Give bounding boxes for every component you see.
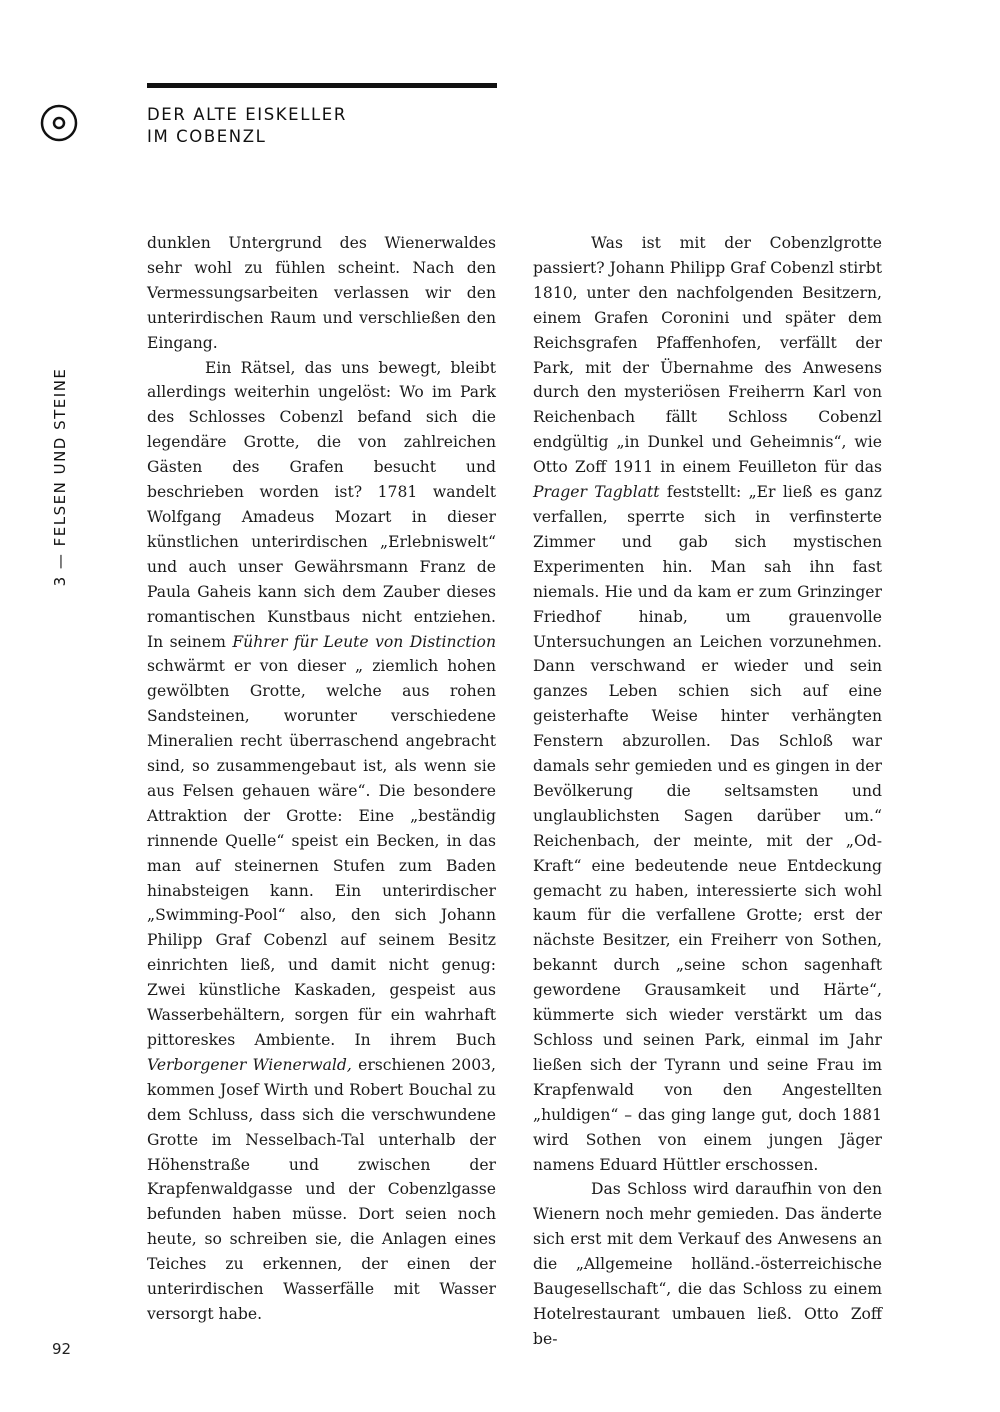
body-paragraph: [147, 231, 496, 356]
chapter-title: [147, 104, 347, 148]
chapter-side-label: 3 — FELSEN UND STEINE: [51, 367, 69, 587]
right-text-column: [533, 231, 882, 1352]
circle-target-icon: [40, 104, 78, 142]
paragraph-text: Was ist mit der Cobenzlgrotte passiert? Johann Philipp Graf Cobenzl stirbt 1810, unter den nachfolgenden Besitzern, einem Grafen Coronini und später dem Reichsgrafen Pfaffenhofen, verfällt der Park, mit der Übernahme des Anwesens durch den mysteriösen Freiherrn Karl von Reichenbach fällt Schloss Cobenzl endgültig „in Dunkel und Geheimnis“, wie Otto Zoff 1911 in einem Feuilleton für das: [533, 234, 882, 477]
paragraph-text: Das Schloss wird daraufhin von den Wienern noch mehr gemieden. Das änderte sich erst mit dem Verkauf des Anwesens an die „Allgemeine holländ.-österreichische Baugesellschaft“, die das Schloss zu einem Hotelrestaurant umbauen ließ. Otto Zoff be-: [533, 1180, 882, 1348]
paragraph-text: feststellt: „Er ließ es ganz verfallen, sperrte sich in verfinsterte Zimmer und gab sich mystischen Experimenten hin. Man sah ihn fast niemals. Hie und da kam er zum Grinzinger Friedhof hinab, um grauenvolle Untersuchungen an Leichen vorzunehmen. Dann verschwand er wieder und sein ganzes Leben schien sich auf eine geisterhafte Weise hinter verhängten Fenstern abzurollen. Das Schloß war damals sehr gemieden und es gingen in der Bevölkerung die seltsamsten und unglaublichsten Sagen darüber um.“ Reichenbach, der meinte, mit der „Od-Kraft“ eine bedeutende neue Entdeckung gemacht zu haben, interessierte sich wohl kaum für die verfallene Grotte; erst der nächste Besitzer, ein Freiherr von Sothen, bekannt durch „seine schon sagenhaft gewordene Grausamkeit und Härte“, kümmerte sich wieder verstärkt um das Schloss und seinen Park, einmal im Jahr ließen sich der Tyrann und seine Frau im Krapfenwald von den Angestellten „huldigen“ – das ging lange gut, doch 1881 wird Sothen von einem jungen Jäger namens Eduard Hüttler erschossen.: [533, 483, 882, 1174]
left-text-column: [147, 231, 496, 1327]
header-rule: [147, 83, 497, 88]
paragraph-text: dunklen Untergrund des Wienerwaldes sehr wohl zu fühlen scheint. Nach den Vermessungsarbeiten verlassen wir den unterirdischen Raum und verschließen den Eingang.: [147, 234, 496, 352]
paragraph-text: schwärmt er von dieser „ ziemlich hohen gewölbten Grotte, welche aus rohen Sandsteinen, worunter verschiedene Mineralien recht überraschend angebracht sind, so zusammengebaut ist, als wenn sie aus Felsen gehauen wäre“. Die besondere Attraktion der Grotte: Eine „beständig rinnende Quelle“ speist ein Becken, in das man auf steinernen Stufen zum Baden hinabsteigen kann. Ein unterirdischer „Swimming-Pool“ also, den sich Johann Philipp Graf Cobenzl auf seinem Besitz einrichten ließ, und damit nicht genug: Zwei künstliche Kaskaden, gespeist aus Wasserbehältern, sorgen für ein wahrhaft pittoreskes Ambiente. In ihrem Buch: [147, 657, 496, 1049]
paragraph-text: erschienen 2003, kommen Josef Wirth und Robert Bouchal zu dem Schluss, dass sich die verschwundene Grotte im Nesselbach-Tal unterhalb der Höhenstraße und zwischen der Krapfenwaldgasse und der Cobenzlgasse befunden haben müsse. Dort seien noch heute, so schreiben sie, die Anlagen eines Teiches zu erkennen, der einen der unterirdischen Wasserfälle mit Wasser versorgt habe.: [147, 1055, 496, 1323]
chapter-title-line2: IM COBENZL: [147, 127, 267, 146]
italic-title-text: Führer für Leute von Distinction: [232, 632, 496, 651]
body-paragraph: [147, 356, 496, 1327]
page-number: 92: [52, 1340, 72, 1358]
paragraph-text: Ein Rätsel, das uns bewegt, bleibt allerdings weiterhin ungelöst: Wo im Park des Schlosses Cobenzl befand sich die legendäre Grotte, die von zahlreichen Gästen des Grafen besucht und beschrieben worden ist? 1781 wandelt Wolfgang Amadeus Mozart in dieser künstlichen unterirdischen „Erlebniswelt“ und auch unser Gewährsmann Franz de Paula Gaheis kann sich dem Zauber dieses romantischen Kunstbaus nicht entziehen. In seinem: [147, 358, 496, 651]
italic-title-text: Prager Tagblatt: [533, 483, 660, 502]
chapter-title-line1: DER ALTE EISKELLER: [147, 105, 347, 124]
italic-title-text: Verborgener Wienerwald,: [147, 1055, 352, 1074]
body-paragraph: [533, 1177, 882, 1351]
body-paragraph: [533, 231, 882, 1177]
